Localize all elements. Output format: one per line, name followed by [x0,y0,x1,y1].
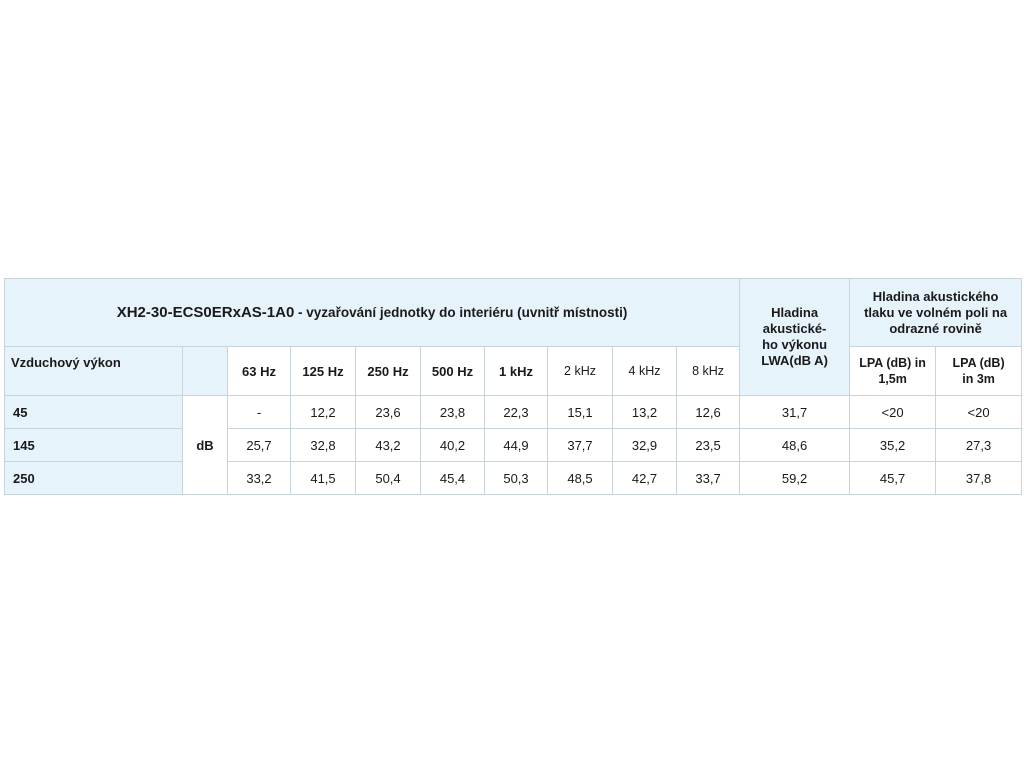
freq-8khz: 8 kHz [677,347,740,396]
freq-63hz: 63 Hz [228,347,291,396]
freq-2khz: 2 kHz [548,347,613,396]
value-cell: 22,3 [485,396,548,429]
value-cell: 43,2 [356,429,421,462]
value-cell: 23,6 [356,396,421,429]
freq-500hz: 500 Hz [421,347,485,396]
value-cell: 23,8 [421,396,485,429]
title-description: - vyzařování jednotky do interiéru (uvnitř místnosti) [294,305,628,320]
lwa-value: 48,6 [740,429,850,462]
value-cell: 12,2 [291,396,356,429]
value-cell: 40,2 [421,429,485,462]
value-cell: 12,6 [677,396,740,429]
lpa15-value: <20 [850,396,936,429]
lpa3-value: <20 [936,396,1022,429]
value-cell: 33,7 [677,462,740,495]
lpa3-value: 27,3 [936,429,1022,462]
value-cell: 23,5 [677,429,740,462]
value-cell: 44,9 [485,429,548,462]
value-cell: 13,2 [613,396,677,429]
freq-1khz: 1 kHz [485,347,548,396]
lpa3-value: 37,8 [936,462,1022,495]
value-cell: 50,3 [485,462,548,495]
lwa-value: 59,2 [740,462,850,495]
value-cell: 48,5 [548,462,613,495]
value-cell: 37,7 [548,429,613,462]
model-code: XH2-30-ECS0ERxAS-1A0 [116,304,295,321]
header-row [5,347,1022,396]
value-cell: 42,7 [613,462,677,495]
freq-250hz: 250 Hz [356,347,421,396]
airflow-header: Vzduchový výkon [5,347,183,396]
lpa-3m-header: LPA (dB) in 3m [936,347,1022,396]
value-cell: 45,4 [421,462,485,495]
airflow-value: 145 [5,429,183,462]
value-cell: 25,7 [228,429,291,462]
unit-cell: dB [183,396,228,495]
airflow-value: 250 [5,462,183,495]
acoustic-table-wrapper [4,278,1021,495]
lpa15-value: 45,7 [850,462,936,495]
table-title [5,279,740,347]
lwa-value: 31,7 [740,396,850,429]
value-cell: 32,9 [613,429,677,462]
value-cell: 15,1 [548,396,613,429]
acoustic-data-table [4,278,1022,495]
value-cell: 32,8 [291,429,356,462]
freq-125hz: 125 Hz [291,347,356,396]
title-row [5,279,1022,347]
table-row [5,462,1022,495]
freq-4khz: 4 kHz [613,347,677,396]
table-row [5,396,1022,429]
value-cell: 41,5 [291,462,356,495]
lpa15-value: 35,2 [850,429,936,462]
value-cell: 50,4 [356,462,421,495]
lpa-15m-header: LPA (dB) in 1,5m [850,347,936,396]
unit-header-blank [183,347,228,396]
value-cell: 33,2 [228,462,291,495]
value-cell: - [228,396,291,429]
table-row [5,429,1022,462]
lwa-header: Hladina akustické- ho výkonu LWA(dB A) [740,279,850,396]
lpa-group-header: Hladina akustického tlaku ve volném poli na odrazné rovině [850,279,1022,347]
airflow-value: 45 [5,396,183,429]
